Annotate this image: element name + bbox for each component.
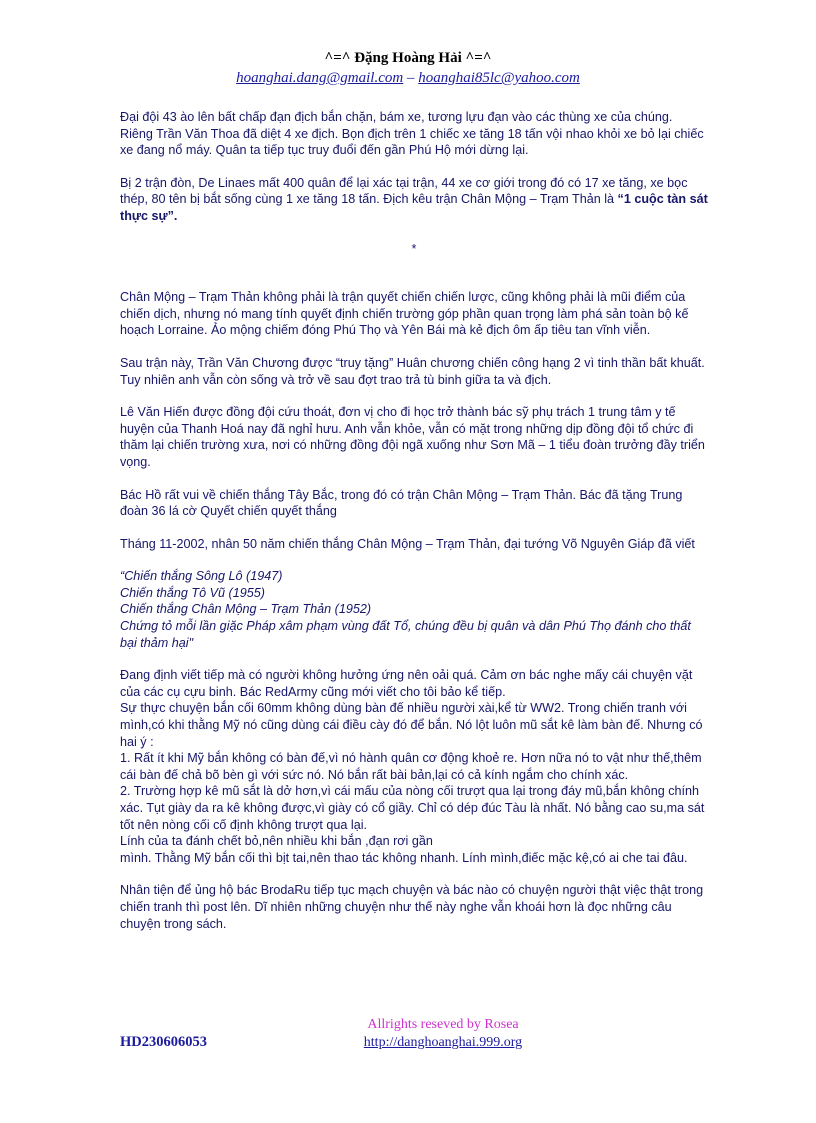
quote-line: “Chiến thắng Sông Lô (1947) <box>120 569 283 584</box>
document-code: HD230606053 <box>120 1034 207 1050</box>
comment-line: Lính của ta đánh chết bỏ,nên nhiều khi bắn ,đạn rơi gần <box>120 834 433 849</box>
paragraph: Tháng 11-2002, nhân 50 năm chiến thắng Chân Mộng – Trạm Thản, đại tướng Võ Nguyên Giáp đã viết <box>120 536 695 551</box>
comment-line: 2. Trường hợp kê mũ sắt là dở hơn,vì cái mấu của nòng cối trượt qua lại trong đáy mũ,bắn không chính xác. Tụt giày da ra kê không được,vì giày có cổ giầy. Chỉ có dép đúc Tàu là nhất. Nó bằng cao su,ma sát tốt nên nòng cối cố định không trượt qua lại. <box>120 784 705 832</box>
paragraph-text: Bị 2 trận đòn, De Linaes mất 400 quân để lại xác tại trận, 44 xe cơ giới trong đó có 17 xe tăng, xe bọc thép, 80 tên bị bắt sống cùng 1 xe tăng 18 tấn. Địch kêu trận Chân Mộng – Trạm Thản là <box>120 175 688 207</box>
document-body <box>120 109 708 948</box>
paragraph: Nhân tiện để ủng hộ bác BrodaRu tiếp tục mạch chuyện và bác nào có chuyện người thật việc thật trong chiến tranh thì post lên. Dĩ nhiên những chuyện như thế này nghe vẫn khoái hơn là đọc những câu chuyện trong sách. <box>120 883 704 931</box>
author-emails <box>0 68 816 88</box>
section-separator: * <box>411 241 417 256</box>
author-name: ^=^ Đặng Hoàng Hải ^=^ <box>324 50 492 66</box>
page-header <box>0 48 816 88</box>
quote-line: Chiến thắng Tô Vũ (1955) <box>120 585 265 600</box>
comment-line: 1. Rất ít khi Mỹ bắn không có bàn đế,vì nó hành quân cơ động khoẻ re. Hơn nữa nó to vật như thế,thêm cái bàn đế chả bõ bèn gì với sức nó. Nó bắn rất bài bản,lại có cả kính ngắm cho chính xác. <box>120 751 702 782</box>
bold-quote: “1 cuộc tàn sát thực sự”. <box>120 192 708 223</box>
paragraph: Đại đội 43 ào lên bất chấp đạn địch bắn chặn, bám xe, tương lựu đạn vào các thùng xe của chúng. Riêng Trần Văn Thoa đã diệt 4 xe địch. Bọn địch trên 1 chiếc xe tăng 18 tấn vội nhao khỏi xe bỏ lại chiếc xe đang nổ máy. Quân ta tiếp tục truy đuổi đến gần Phú Hộ mới dừng lại. <box>120 110 704 158</box>
paragraph: Chân Mộng – Trạm Thản không phải là trận quyết chiến chiến lược, cũng không phải là mũi điểm của chiến dịch, nhưng nó mang tính quyết định chiến trường góp phần quan trọng làm phá sản toàn bộ kế hoạch Lorraine. Ảo mộng chiếm đóng Phú Thọ và Yên Bái mà kẻ địch ôm ấp tiêu tan vĩnh viễn. <box>120 290 689 338</box>
email-link-gmail[interactable]: hoanghai.dang@gmail.com <box>236 70 404 86</box>
paragraph: Sau trận này, Trần Văn Chương được “truy tặng” Huân chương chiến công hạng 2 vì tinh thần bất khuất. Tuy nhiên anh vẫn còn sống và trở về sau đợt trao trả tù binh giữa ta và địch. <box>120 355 705 387</box>
quote-line: Chiến thắng Chân Mộng – Trạm Thản (1952) <box>120 602 372 617</box>
website-link[interactable]: http://danghoanghai.999.org <box>363 1035 523 1050</box>
comment-line: mình. Thằng Mỹ bắn cối thì bịt tai,nên thao tác không nhanh. Lính mình,điếc mặc kệ,có ai che tai đâu. <box>120 850 688 865</box>
quotation <box>120 568 708 651</box>
email-link-yahoo[interactable]: hoanghai85lc@yahoo.com <box>418 70 580 86</box>
quote-line: Chứng tỏ mỗi lần giặc Pháp xâm phạm vùng đất Tổ, chúng đều bị quân và dân Phú Thọ đánh cho thất bại thảm hại" <box>120 619 691 650</box>
comment-block <box>120 667 708 866</box>
paragraph: Lê Văn Hiến được đồng đội cứu thoát, đơn vị cho đi học trở thành bác sỹ phụ trách 1 trung tâm y tế huyện của Thanh Hoá nay đã nghỉ hưu. Anh vẫn khỏe, vẫn có mặt trong những dịp đồng đội tổ chức đi thăm lại chiến trường xưa, nơi có những đồng đội ngã xuống như Sơn Mã – 1 tiểu đoàn trưởng đầy triển vọng. <box>120 405 705 469</box>
paragraph: Bác Hồ rất vui về chiến thắng Tây Bắc, trong đó có trận Chân Mộng – Trạm Thản. Bác đã tặng Trung đoàn 36 lá cờ Quyết chiến quyết thắng <box>120 487 683 519</box>
comment-line: Đang định viết tiếp mà có người không hưởng ứng nên oải quá. Cảm ơn bác nghe mấy cái chuyện vặt của các cụ cựu binh. Bác RedArmy cũng mới viết cho tôi bảo kể tiếp. <box>120 668 693 699</box>
comment-line: Sự thực chuyện bắn cối 60mm không dùng bàn đế nhiều người xài,kể từ WW2. Trong chiến tranh với mình,có khi thằng Mỹ nó cũng dùng cái điều cày đó để bắn. Nó lột luôn mũ sắt kê làm bàn đế. Nhưng có hai ý : <box>120 701 703 749</box>
paragraph <box>120 175 708 225</box>
email-separator: – <box>403 70 419 86</box>
copyright-notice: Allrights reseved by Rosea <box>367 1017 519 1032</box>
